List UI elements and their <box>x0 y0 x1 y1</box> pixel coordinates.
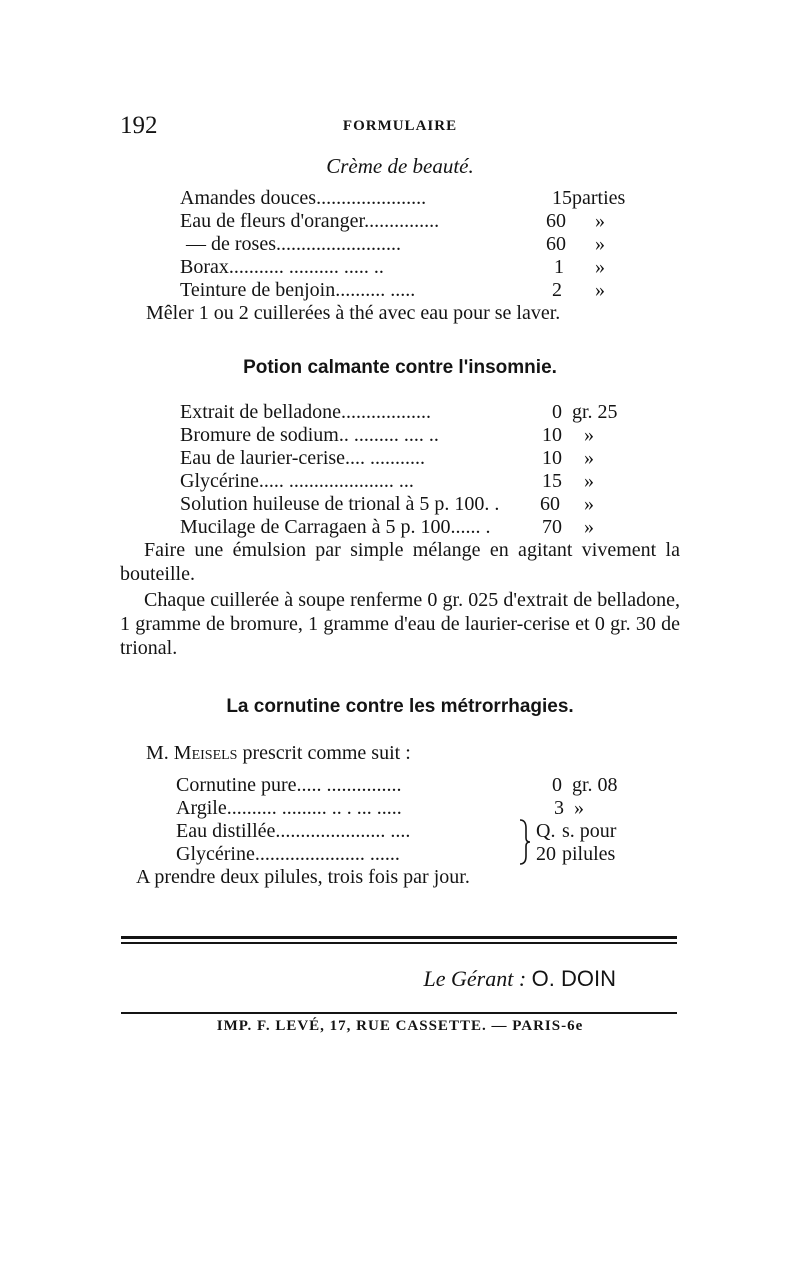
recipe-row <box>180 278 630 302</box>
recipe-row <box>180 469 630 493</box>
recipe-row <box>180 255 630 279</box>
page-number: 192 <box>120 112 158 139</box>
ingredient-name: Eau distillée...................... .... <box>176 820 411 842</box>
ingredient-unit: » <box>584 516 594 538</box>
ingredient-quantity: 60 <box>540 493 560 515</box>
ingredient-name: Bromure de sodium.. ......... .... .. <box>180 424 439 446</box>
ingredient-quantity: 0 <box>552 401 562 423</box>
ingredient-unit: » <box>595 233 605 255</box>
divider-double-top <box>121 936 677 939</box>
prescription-intro <box>146 741 411 765</box>
signature-name: O. DOIN <box>531 966 616 991</box>
dosage-instruction: A prendre deux pilules, trois fois par jour. <box>136 866 470 888</box>
brace-icon <box>518 818 532 866</box>
signature-label: Le Gérant : <box>423 966 527 991</box>
ingredient-name: Eau de laurier-cerise.... ........... <box>180 447 426 469</box>
ingredient-name: Glycérine..... ..................... ... <box>180 470 414 492</box>
ingredient-name: Teinture de benjoin.......... ..... <box>180 279 416 301</box>
recipe-row <box>180 423 630 447</box>
recipe-row <box>176 819 636 843</box>
ingredient-unit: » <box>595 279 605 301</box>
ingredient-unit: gr. 08 <box>572 774 618 796</box>
ingredient-quantity: 15 <box>542 470 562 492</box>
ingredient-unit: » <box>584 493 594 515</box>
recipe-row <box>180 209 630 233</box>
intro-text: prescrit comme suit : <box>242 742 411 764</box>
recipe-row <box>180 186 630 210</box>
ingredient-quantity: 15 <box>552 187 572 209</box>
paragraph-emulsion: Faire une émulsion par simple mélange en agitant vivement la bouteille. <box>120 539 680 585</box>
usage-note: Mêler 1 ou 2 cuillerées à thé avec eau pour se laver. <box>146 302 561 324</box>
ingredient-name: Argile.......... ......... .. . ... ..... <box>176 797 402 819</box>
ingredient-name: Solution huileuse de trional à 5 p. 100. . <box>180 493 500 515</box>
ingredient-name: — de roses......................... <box>186 233 401 255</box>
recipe-row <box>176 842 636 866</box>
ingredient-unit: » <box>584 470 594 492</box>
ingredient-quantity: Q. <box>536 820 556 842</box>
recipe-row <box>180 515 630 539</box>
ingredient-quantity: 0 <box>552 774 562 796</box>
ingredient-unit: » <box>584 424 594 446</box>
ingredient-quantity: 2 <box>552 279 562 301</box>
divider-double-bottom <box>121 942 677 944</box>
ingredient-name: Amandes douces...................... <box>180 187 427 209</box>
ingredient-name: Glycérine...................... ...... <box>176 843 400 865</box>
ingredient-quantity: 3 <box>554 797 564 819</box>
ingredient-quantity: 60 <box>546 233 566 255</box>
running-head: FORMULAIRE <box>342 118 458 134</box>
ingredient-quantity: 60 <box>546 210 566 232</box>
recipe-row <box>180 446 630 470</box>
ingredient-quantity: 10 <box>542 424 562 446</box>
recipe-row <box>186 232 630 256</box>
recipe-row <box>180 492 630 516</box>
ingredient-unit: gr. 25 <box>572 401 618 423</box>
paragraph-dosage: Chaque cuillerée à soupe renferme 0 gr. 025 d'extrait de belladone, 1 gramme de bromure, 1 gramme d'eau de laurier-cerise et 0 gr. 30 de trional. <box>120 589 680 659</box>
ingredient-name: Borax........... .......... ..... .. <box>180 256 384 278</box>
ingredient-name: Mucilage de Carragaen à 5 p. 100...... . <box>180 516 491 538</box>
ingredient-name: Eau de fleurs d'oranger............... <box>180 210 440 232</box>
ingredient-unit: » <box>595 210 605 232</box>
ingredient-unit: » <box>584 447 594 469</box>
recipe-row <box>176 796 636 820</box>
section-title-cornutine: La cornutine contre les métrorrhagies. <box>226 696 574 717</box>
author-name: M. Meisels <box>146 742 238 764</box>
ingredient-quantity: 1 <box>554 256 564 278</box>
section-title-creme: Crème de beauté. <box>326 154 474 178</box>
ingredient-quantity: 70 <box>542 516 562 538</box>
imprint: IMP. F. LEVÉ, 17, RUE CASSETTE. — PARIS-6e <box>216 1018 584 1034</box>
ingredient-quantity: 20 <box>536 843 556 865</box>
ingredient-unit: » <box>595 256 605 278</box>
recipe-row <box>180 400 630 424</box>
ingredient-quantity: 10 <box>542 447 562 469</box>
ingredient-name: Cornutine pure..... ............... <box>176 774 402 796</box>
section-title-potion: Potion calmante contre l'insomnie. <box>243 357 557 378</box>
signature <box>424 966 617 992</box>
ingredient-name: Extrait de belladone.................. <box>180 401 432 423</box>
recipe-row <box>176 773 636 797</box>
ingredient-unit: » <box>574 797 584 819</box>
divider-footer <box>121 1012 677 1014</box>
ingredient-unit: s. pour <box>562 820 617 842</box>
ingredient-unit: pilules <box>562 843 616 865</box>
ingredient-unit: parties <box>572 187 626 209</box>
